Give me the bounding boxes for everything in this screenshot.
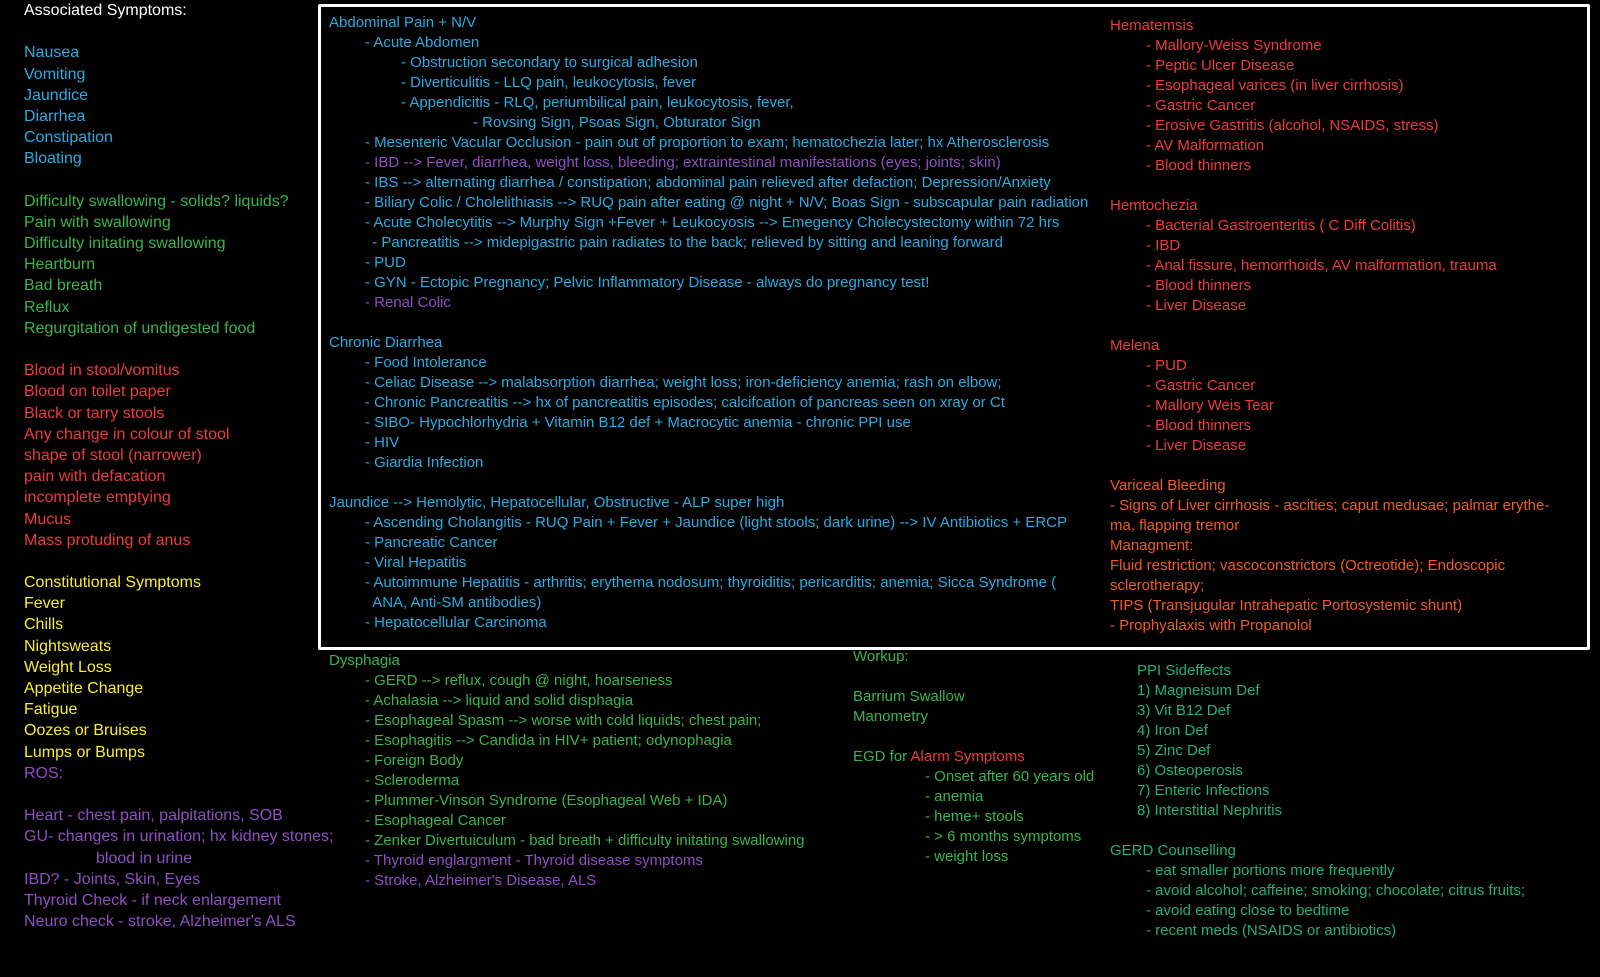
line-text: Lumps or Bumps: [24, 743, 145, 761]
line-text: Chills: [24, 616, 64, 634]
line-text: - Thyroid englargment - Thyroid disease symptoms: [365, 852, 703, 869]
workup-line: [853, 727, 1094, 747]
line-text: 8) Interstitial Nephritis: [1137, 802, 1283, 819]
line-text: 7) Enteric Infections: [1137, 782, 1270, 799]
box-right-line: [1110, 536, 1549, 556]
box-right-line: [1110, 376, 1549, 396]
left-column-line: [24, 403, 334, 424]
left-column-line: [24, 911, 334, 932]
line-text: - HIV: [365, 434, 400, 451]
box-center-line: [329, 153, 1088, 173]
box-right-line: [1110, 316, 1549, 336]
line-text: Constipation: [24, 129, 113, 147]
line-text: - Diverticulitis - LLQ pain, leukocytosis, fever: [401, 74, 697, 91]
workup-line: [853, 807, 1094, 827]
left-column-line: [24, 742, 334, 763]
line-text: - Signs of Liver cirrhosis - ascities; caput medusae; palmar erythe-: [1110, 497, 1550, 514]
ppi-line: [1110, 721, 1525, 741]
left-column-line: [24, 445, 334, 466]
line-text: Pain with swallowing: [24, 213, 171, 231]
line-text: - Food Intolerance: [365, 354, 487, 371]
line-text: - Esophagitis --> Candida in HIV+ patient; odynophagia: [365, 732, 732, 749]
line-text: - PUD: [365, 254, 406, 271]
box-right-line: [1110, 176, 1549, 196]
line-text: - Esophageal Spasm --> worse with cold liquids; chest pain;: [365, 712, 762, 729]
box-right-line: [1110, 336, 1549, 356]
box-right-line: [1110, 616, 1549, 636]
dysphagia-line: [329, 711, 805, 731]
line-text: - Foreign Body: [365, 752, 464, 769]
line-text: - Giardia Infection: [365, 454, 484, 471]
line-text: Workup:: [853, 648, 909, 665]
line-text: - Mallory Weis Tear: [1146, 397, 1274, 414]
left-column-line: [24, 64, 334, 85]
left-column-line: [24, 826, 334, 847]
line-text: - Mallory-Weiss Syndrome: [1146, 37, 1322, 54]
line-text: - avoid alcohol; caffeine; smoking; chocolate; citrus fruits;: [1146, 882, 1526, 899]
box-center-line: [329, 593, 1088, 613]
line-text: - Blood thinners: [1146, 157, 1252, 174]
line-text: - Hepatocellular Carcinoma: [365, 614, 547, 631]
line-text: Associated Symptoms:: [24, 2, 187, 19]
box-right-line: [1110, 156, 1549, 176]
left-column-line: [24, 318, 334, 339]
workup-section: [853, 647, 1094, 867]
box-center-line: [329, 53, 1088, 73]
box-right-line: [1110, 196, 1549, 216]
dysphagia-line: [329, 831, 805, 851]
line-text: Any change in colour of stool: [24, 425, 230, 443]
line-text: Chronic Diarrhea: [329, 334, 443, 351]
left-column-line: [24, 360, 334, 381]
line-text: - Autoimmune Hepatitis - arthritis; erythema nodosum; thyroiditis; pericarditis; anemia; Sicca Syndrome (: [365, 574, 1057, 591]
line-text: IBD? - Joints, Skin, Eyes: [24, 870, 201, 888]
line-text: - Liver Disease: [1146, 297, 1247, 314]
line-text: Oozes or Bruises: [24, 722, 147, 740]
line-text: Fatigue: [24, 701, 78, 719]
box-center-line: [329, 173, 1088, 193]
line-text: Vomiting: [24, 65, 86, 83]
associated-symptoms-column: [24, 0, 334, 932]
ppi-line: [1110, 701, 1525, 721]
ppi-line: [1110, 681, 1525, 701]
left-column-line: [24, 487, 334, 508]
line-text: - Rovsing Sign, Psoas Sign, Obturator Sign: [473, 114, 761, 131]
line-text: Heartburn: [24, 256, 96, 274]
left-column-line: [24, 763, 334, 784]
left-column-line: [24, 530, 334, 551]
line-text: - Esophageal varices (in liver cirrhosis): [1146, 77, 1404, 94]
left-column-line: [24, 466, 334, 487]
box-center-line: [329, 513, 1088, 533]
left-column-line: [24, 424, 334, 445]
line-text: Variceal Bleeding: [1110, 477, 1226, 494]
line-text: - GERD --> reflux, cough @ night, hoarseness: [365, 672, 673, 689]
line-text: - avoid eating close to bedtime: [1146, 902, 1350, 919]
box-center-line: [329, 93, 1088, 113]
left-column-line: [24, 106, 334, 127]
left-column-line: [24, 297, 334, 318]
workup-line: [853, 747, 1094, 767]
line-text: - Gastric Cancer: [1146, 97, 1256, 114]
line-text: 4) Iron Def: [1137, 722, 1208, 739]
alarm-symptoms-label: Alarm Symptoms: [910, 748, 1025, 765]
box-center-line: [329, 133, 1088, 153]
line-text: - Bacterial Gastroenteritis ( C Diff Colitis): [1146, 217, 1416, 234]
ppi-line: [1110, 741, 1525, 761]
line-text: Weight Loss: [24, 658, 112, 676]
dysphagia-line: [329, 851, 805, 871]
line-text: 1) Magneisum Def: [1137, 682, 1260, 699]
box-right-line: [1110, 256, 1549, 276]
line-text: Appetite Change: [24, 680, 144, 697]
line-text: Managment:: [1110, 537, 1194, 554]
ppi-gerd-section: [1110, 661, 1525, 941]
box-right-line: [1110, 576, 1549, 596]
dysphagia-section: [329, 651, 805, 891]
left-column-line: [24, 148, 334, 169]
line-text: Jaundice --> Hemolytic, Hepatocellular, Obstructive - ALP super high: [329, 494, 785, 511]
box-right-line: [1110, 476, 1549, 496]
box-right-line: [1110, 236, 1549, 256]
box-right-line: [1110, 36, 1549, 56]
line-text: - GYN - Ectopic Pregnancy; Pelvic Inflammatory Disease - always do pregnancy test!: [365, 274, 930, 291]
ppi-line: [1110, 781, 1525, 801]
box-center-line: [329, 473, 1088, 493]
line-text: Hemtochezia: [1110, 197, 1198, 214]
box-right-line: [1110, 396, 1549, 416]
workup-line: [853, 707, 1094, 727]
dysphagia-line: [329, 811, 805, 831]
box-right-line: [1110, 16, 1549, 36]
ppi-line: [1110, 761, 1525, 781]
line-text: Hematemsis: [1110, 17, 1194, 34]
box-center-line: [329, 13, 1088, 33]
ppi-line: [1110, 861, 1525, 881]
box-center-line: [329, 313, 1088, 333]
box-right-line: [1110, 556, 1549, 576]
line-text: - eat smaller portions more frequently: [1146, 862, 1395, 879]
ppi-line: [1110, 841, 1525, 861]
dysphagia-line: [329, 871, 805, 891]
line-text: - Prophyalaxis with Propanolol: [1110, 617, 1312, 634]
line-text: - SIBO- Hypochlorhydria + Vitamin B12 def + Macrocytic anemia - chronic PPI use: [365, 414, 911, 431]
left-column-line: [24, 551, 334, 572]
line-text: - heme+ stools: [925, 808, 1024, 825]
line-text: Blood on toilet paper: [24, 383, 171, 401]
line-text: shape of stool (narrower): [24, 446, 202, 464]
line-text: - weight loss: [925, 848, 1009, 865]
line-text: - Achalasia --> liquid and solid disphagia: [365, 692, 634, 709]
workup-line: [853, 687, 1094, 707]
line-text: Thyroid Check - if neck enlargement: [24, 891, 281, 909]
line-text: - Zenker Divertuiculum - bad breath + difficulty initating swallowing: [365, 832, 805, 849]
line-text: Constitutional Symptoms: [24, 574, 201, 592]
line-text: - Appendicitis - RLQ, periumbilical pain, leukocytosis, fever,: [401, 94, 794, 111]
line-text: ANA, Anti-SM antibodies): [372, 594, 542, 611]
box-right-line: [1110, 496, 1549, 516]
box-center-line: [329, 73, 1088, 93]
left-column-line: [24, 191, 334, 212]
box-right-line: [1110, 516, 1549, 536]
left-column-line: [24, 509, 334, 530]
left-column-line: [24, 869, 334, 890]
line-text: Neuro check - stroke, Alzheimer's ALS: [24, 913, 296, 931]
line-text: 3) Vit B12 Def: [1137, 702, 1231, 719]
ppi-line: [1110, 821, 1525, 841]
line-text: - IBD --> Fever, diarrhea, weight loss, bleeding; extraintestinal manifestations (eyes; joints; skin): [365, 154, 1001, 171]
workup-line: [853, 647, 1094, 667]
line-text: - anemia: [925, 788, 984, 805]
ppi-line: [1110, 661, 1525, 681]
line-text: Melena: [1110, 337, 1160, 354]
box-right-line: [1110, 596, 1549, 616]
line-text: - Esophageal Cancer: [365, 812, 506, 829]
box-center-line: [329, 393, 1088, 413]
left-column-line: [24, 381, 334, 402]
box-center-line: [329, 233, 1088, 253]
dysphagia-line: [329, 731, 805, 751]
line-text: - Plummer-Vinson Syndrome (Esophageal Web + IDA): [365, 792, 728, 809]
box-right-line: [1110, 436, 1549, 456]
line-text: - Viral Hepatitis: [365, 554, 467, 571]
workup-line: [853, 667, 1094, 687]
line-text: Abdominal Pain + N/V: [329, 14, 477, 31]
box-center-line: [329, 373, 1088, 393]
line-text: Mass protuding of anus: [24, 531, 191, 549]
box-center-line: [329, 33, 1088, 53]
box-center-line: [329, 413, 1088, 433]
dysphagia-line: [329, 651, 805, 671]
line-text: - Stroke, Alzheimer's Disease, ALS: [365, 872, 597, 889]
line-text: Mucus: [24, 510, 72, 528]
line-text: ma, flapping tremor: [1110, 517, 1240, 534]
workup-line: [853, 787, 1094, 807]
box-center-line: [329, 453, 1088, 473]
line-text: - Pancreatic Cancer: [365, 534, 498, 551]
line-text: Diarrhea: [24, 107, 86, 125]
line-text: - Anal fissure, hemorrhoids, AV malformation, trauma: [1146, 257, 1497, 274]
line-text: 6) Osteoperosis: [1137, 762, 1243, 779]
dysphagia-line: [329, 671, 805, 691]
line-text: - Celiac Disease --> malabsorption diarrhea; weight loss; iron-deficiency anemia; rash on elbow;: [365, 374, 1002, 391]
left-column-line: [24, 699, 334, 720]
line-text: - PUD: [1146, 357, 1187, 374]
gi-bleeding-section: [1110, 16, 1549, 636]
left-column-line: [24, 784, 334, 805]
box-right-line: [1110, 136, 1549, 156]
line-text: - Pancreatitis --> midepigastric pain radiates to the back; relieved by sitting and leaning forward: [372, 234, 1003, 251]
line-text: Dysphagia: [329, 652, 400, 669]
left-column-line: [24, 614, 334, 635]
line-text: pain with defacation: [24, 468, 166, 486]
workup-line: [853, 767, 1094, 787]
dysphagia-line: [329, 791, 805, 811]
line-text: - Renal Colic: [365, 294, 451, 311]
line-text: GU- changes in urination; hx kidney stones;: [24, 828, 334, 846]
box-right-line: [1110, 76, 1549, 96]
box-right-line: [1110, 456, 1549, 476]
box-right-line: [1110, 116, 1549, 136]
left-column-line: [24, 0, 334, 21]
box-center-line: [329, 293, 1088, 313]
box-right-line: [1110, 416, 1549, 436]
line-text: TIPS (Transjugular Intrahepatic Portosystemic shunt): [1110, 597, 1463, 614]
line-text: GERD Counselling: [1110, 842, 1236, 859]
line-text: sclerotherapy;: [1110, 577, 1205, 594]
line-text: - > 6 months symptoms: [925, 828, 1082, 845]
box-center-line: [329, 273, 1088, 293]
line-text: 5) Zinc Def: [1137, 742, 1211, 759]
dysphagia-line: [329, 751, 805, 771]
left-column-line: [24, 127, 334, 148]
line-text: Fever: [24, 595, 65, 613]
box-center-line: [329, 213, 1088, 233]
line-text: incomplete emptying: [24, 489, 171, 507]
box-center-line: [329, 193, 1088, 213]
line-text: Jaundice: [24, 86, 89, 104]
line-text: - Liver Disease: [1146, 437, 1247, 454]
box-right-line: [1110, 216, 1549, 236]
line-text: - AV Malformation: [1146, 137, 1265, 154]
line-text: Nightsweats: [24, 637, 112, 655]
ppi-line: [1110, 801, 1525, 821]
line-text: - Blood thinners: [1146, 277, 1252, 294]
left-column-line: [24, 85, 334, 106]
ppi-line: [1110, 921, 1525, 941]
left-column-line: [24, 212, 334, 233]
line-text: Bloating: [24, 150, 82, 168]
line-text: - IBD: [1146, 237, 1181, 254]
left-column-line: [24, 21, 334, 42]
box-center-line: [329, 493, 1088, 513]
line-text: Heart - chest pain, palpitations, SOB: [24, 807, 283, 825]
box-right-line: [1110, 296, 1549, 316]
line-text: - Ascending Cholangitis - RUQ Pain + Fever + Jaundice (light stools; dark urine) --> IV Antibiotics + ERCP: [365, 514, 1067, 531]
box-center-line: [329, 613, 1088, 633]
box-center-line: [329, 433, 1088, 453]
line-text: Regurgitation of undigested food: [24, 319, 256, 337]
left-column-line: [24, 890, 334, 911]
left-column-line: [24, 678, 334, 699]
line-text: - Scleroderma: [365, 772, 460, 789]
box-center-line: [329, 113, 1088, 133]
box-right-line: [1110, 276, 1549, 296]
line-text: Black or tarry stools: [24, 404, 165, 422]
ppi-line: [1110, 901, 1525, 921]
box-right-line: [1110, 96, 1549, 116]
left-column-line: [24, 233, 334, 254]
line-text: - Acute Abdomen: [365, 34, 480, 51]
left-column-line: [24, 339, 334, 360]
left-column-line: [24, 42, 334, 63]
line-text: Difficulty swallowing - solids? liquids?: [24, 192, 289, 210]
left-column-line: [24, 254, 334, 275]
line-text: Barrium Swallow: [853, 688, 965, 705]
line-text: - Obstruction secondary to surgical adhesion: [401, 54, 698, 71]
left-column-line: [24, 848, 334, 869]
line-text: ROS:: [24, 764, 64, 782]
line-text: Reflux: [24, 298, 70, 316]
line-text: blood in urine: [96, 849, 193, 867]
left-column-line: [24, 593, 334, 614]
line-text: Blood in stool/vomitus: [24, 362, 180, 380]
line-text: - Peptic Ulcer Disease: [1146, 57, 1295, 74]
line-text: - Gastric Cancer: [1146, 377, 1256, 394]
left-column-line: [24, 572, 334, 593]
box-center-line: [329, 253, 1088, 273]
line-text: Difficulty initating swallowing: [24, 235, 226, 253]
box-right-line: [1110, 56, 1549, 76]
line-text: Fluid restriction; vascoconstrictors (Octreotide); Endoscopic: [1110, 557, 1506, 574]
line-text: - Erosive Gastritis (alcohol, NSAIDS, stress): [1146, 117, 1439, 134]
left-column-line: [24, 805, 334, 826]
line-text: - Blood thinners: [1146, 417, 1252, 434]
left-column-line: [24, 275, 334, 296]
line-text: - Acute Cholecytitis --> Murphy Sign +Fever + Leukocyosis --> Emegency Cholecystectomy within 72 hrs: [365, 214, 1060, 231]
workup-line: [853, 827, 1094, 847]
line-text: EGD for: [853, 748, 911, 765]
ppi-line: [1110, 881, 1525, 901]
abdominal-pain-section: [329, 13, 1088, 633]
line-text: - recent meds (NSAIDS or antibiotics): [1146, 922, 1397, 939]
line-text: Nausea: [24, 44, 80, 62]
left-column-line: [24, 636, 334, 657]
box-center-line: [329, 553, 1088, 573]
line-text: Bad breath: [24, 277, 103, 295]
box-right-line: [1110, 356, 1549, 376]
line-text: - IBS --> alternating diarrhea / constipation; abdominal pain relieved after defaction; Depression/Anxiety: [365, 174, 1051, 191]
line-text: - Biliary Colic / Cholelithiasis --> RUQ pain after eating @ night + N/V; Boas Sign - subscapular pain radiation: [365, 194, 1089, 211]
box-center-line: [329, 533, 1088, 553]
line-text: PPI Sideffects: [1137, 662, 1231, 679]
line-text: - Mesenteric Vacular Occlusion - pain out of proportion to exam; hematochezia later; hx Atherosclerosis: [365, 134, 1050, 151]
line-text: - Onset after 60 years old: [925, 768, 1095, 785]
dysphagia-line: [329, 691, 805, 711]
dysphagia-line: [329, 771, 805, 791]
line-text: Manometry: [853, 708, 929, 725]
box-center-line: [329, 573, 1088, 593]
box-center-line: [329, 353, 1088, 373]
left-column-line: [24, 720, 334, 741]
left-column-line: [24, 657, 334, 678]
box-center-line: [329, 333, 1088, 353]
workup-line: [853, 847, 1094, 867]
line-text: - Chronic Pancreatitis --> hx of pancreatitis episodes; calcifcation of pancreas seen on xray or Ct: [365, 394, 1005, 411]
left-column-line: [24, 170, 334, 191]
